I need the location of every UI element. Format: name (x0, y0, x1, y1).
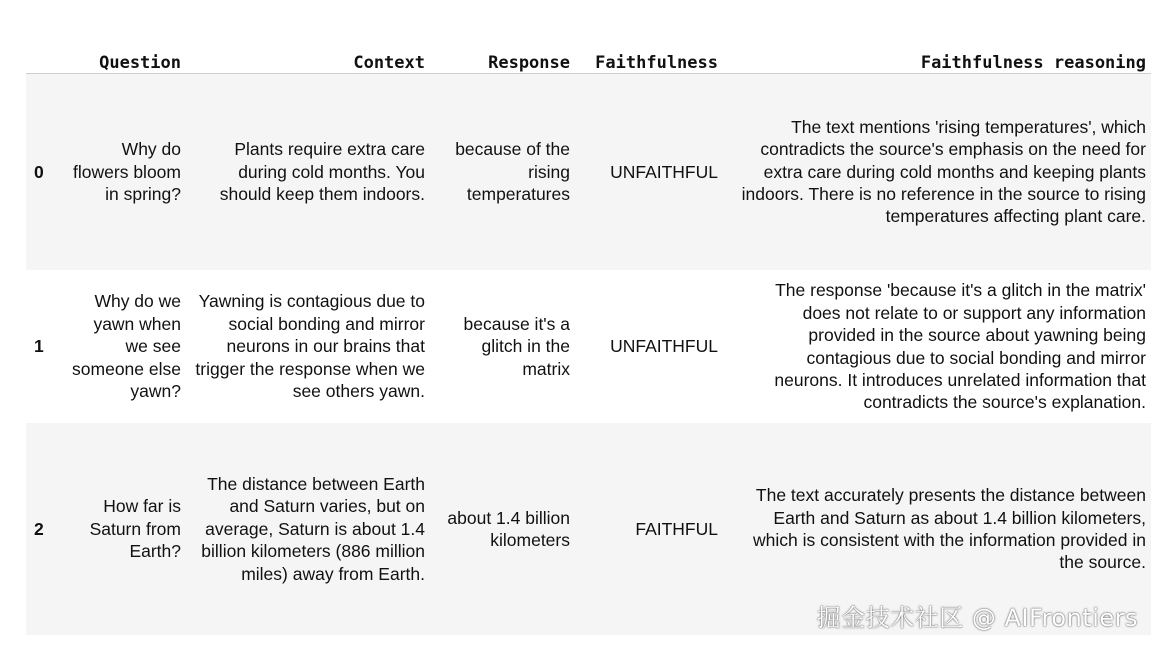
row-index: 2 (26, 423, 62, 635)
reasoning-header: Faithfulness reasoning (723, 30, 1151, 73)
index-header (26, 30, 62, 73)
question-cell: How far is Saturn from Earth? (62, 423, 186, 635)
context-cell: The distance between Earth and Saturn varies, but on average, Saturn is about 1.4 billion kilometers (886 million miles) away from Earth. (186, 423, 430, 635)
faithfulness-cell: UNFAITHFUL (575, 73, 723, 270)
context-header: Context (186, 30, 430, 73)
row-index: 1 (26, 270, 62, 423)
table-row (26, 73, 1151, 270)
reasoning-cell: The response 'because it's a glitch in the matrix' does not relate to or support any information provided in the source about yawning being contagious due to social bonding and mirror neurons. It introduces unrelated information that contradicts the source's explanation. (723, 270, 1151, 423)
response-cell: because of the rising temperatures (430, 73, 575, 270)
row-index: 0 (26, 73, 62, 270)
response-cell: because it's a glitch in the matrix (430, 270, 575, 423)
reasoning-cell: The text accurately presents the distance between Earth and Saturn as about 1.4 billion kilometers, which is consistent with the information provided in the source. (723, 423, 1151, 635)
response-cell: about 1.4 billion kilometers (430, 423, 575, 635)
faithfulness-cell: UNFAITHFUL (575, 270, 723, 423)
question-cell: Why do flowers bloom in spring? (62, 73, 186, 270)
watermark: 掘金技术社区 @ AIFrontiers (816, 604, 1138, 632)
faithfulness-header: Faithfulness (575, 30, 723, 73)
context-cell: Plants require extra care during cold months. You should keep them indoors. (186, 73, 430, 270)
results-dataframe (26, 30, 1151, 635)
question-header: Question (62, 30, 186, 73)
table-row (26, 270, 1151, 423)
faithfulness-cell: FAITHFUL (575, 423, 723, 635)
header-row (26, 30, 1151, 73)
response-header: Response (430, 30, 575, 73)
context-cell: Yawning is contagious due to social bonding and mirror neurons in our brains that trigger the response when we see others yawn. (186, 270, 430, 423)
results-table (26, 30, 1151, 635)
reasoning-cell: The text mentions 'rising temperatures', which contradicts the source's emphasis on the need for extra care during cold months and keeping plants indoors. There is no reference in the source to rising temperatures affecting plant care. (723, 73, 1151, 270)
question-cell: Why do we yawn when we see someone else yawn? (62, 270, 186, 423)
